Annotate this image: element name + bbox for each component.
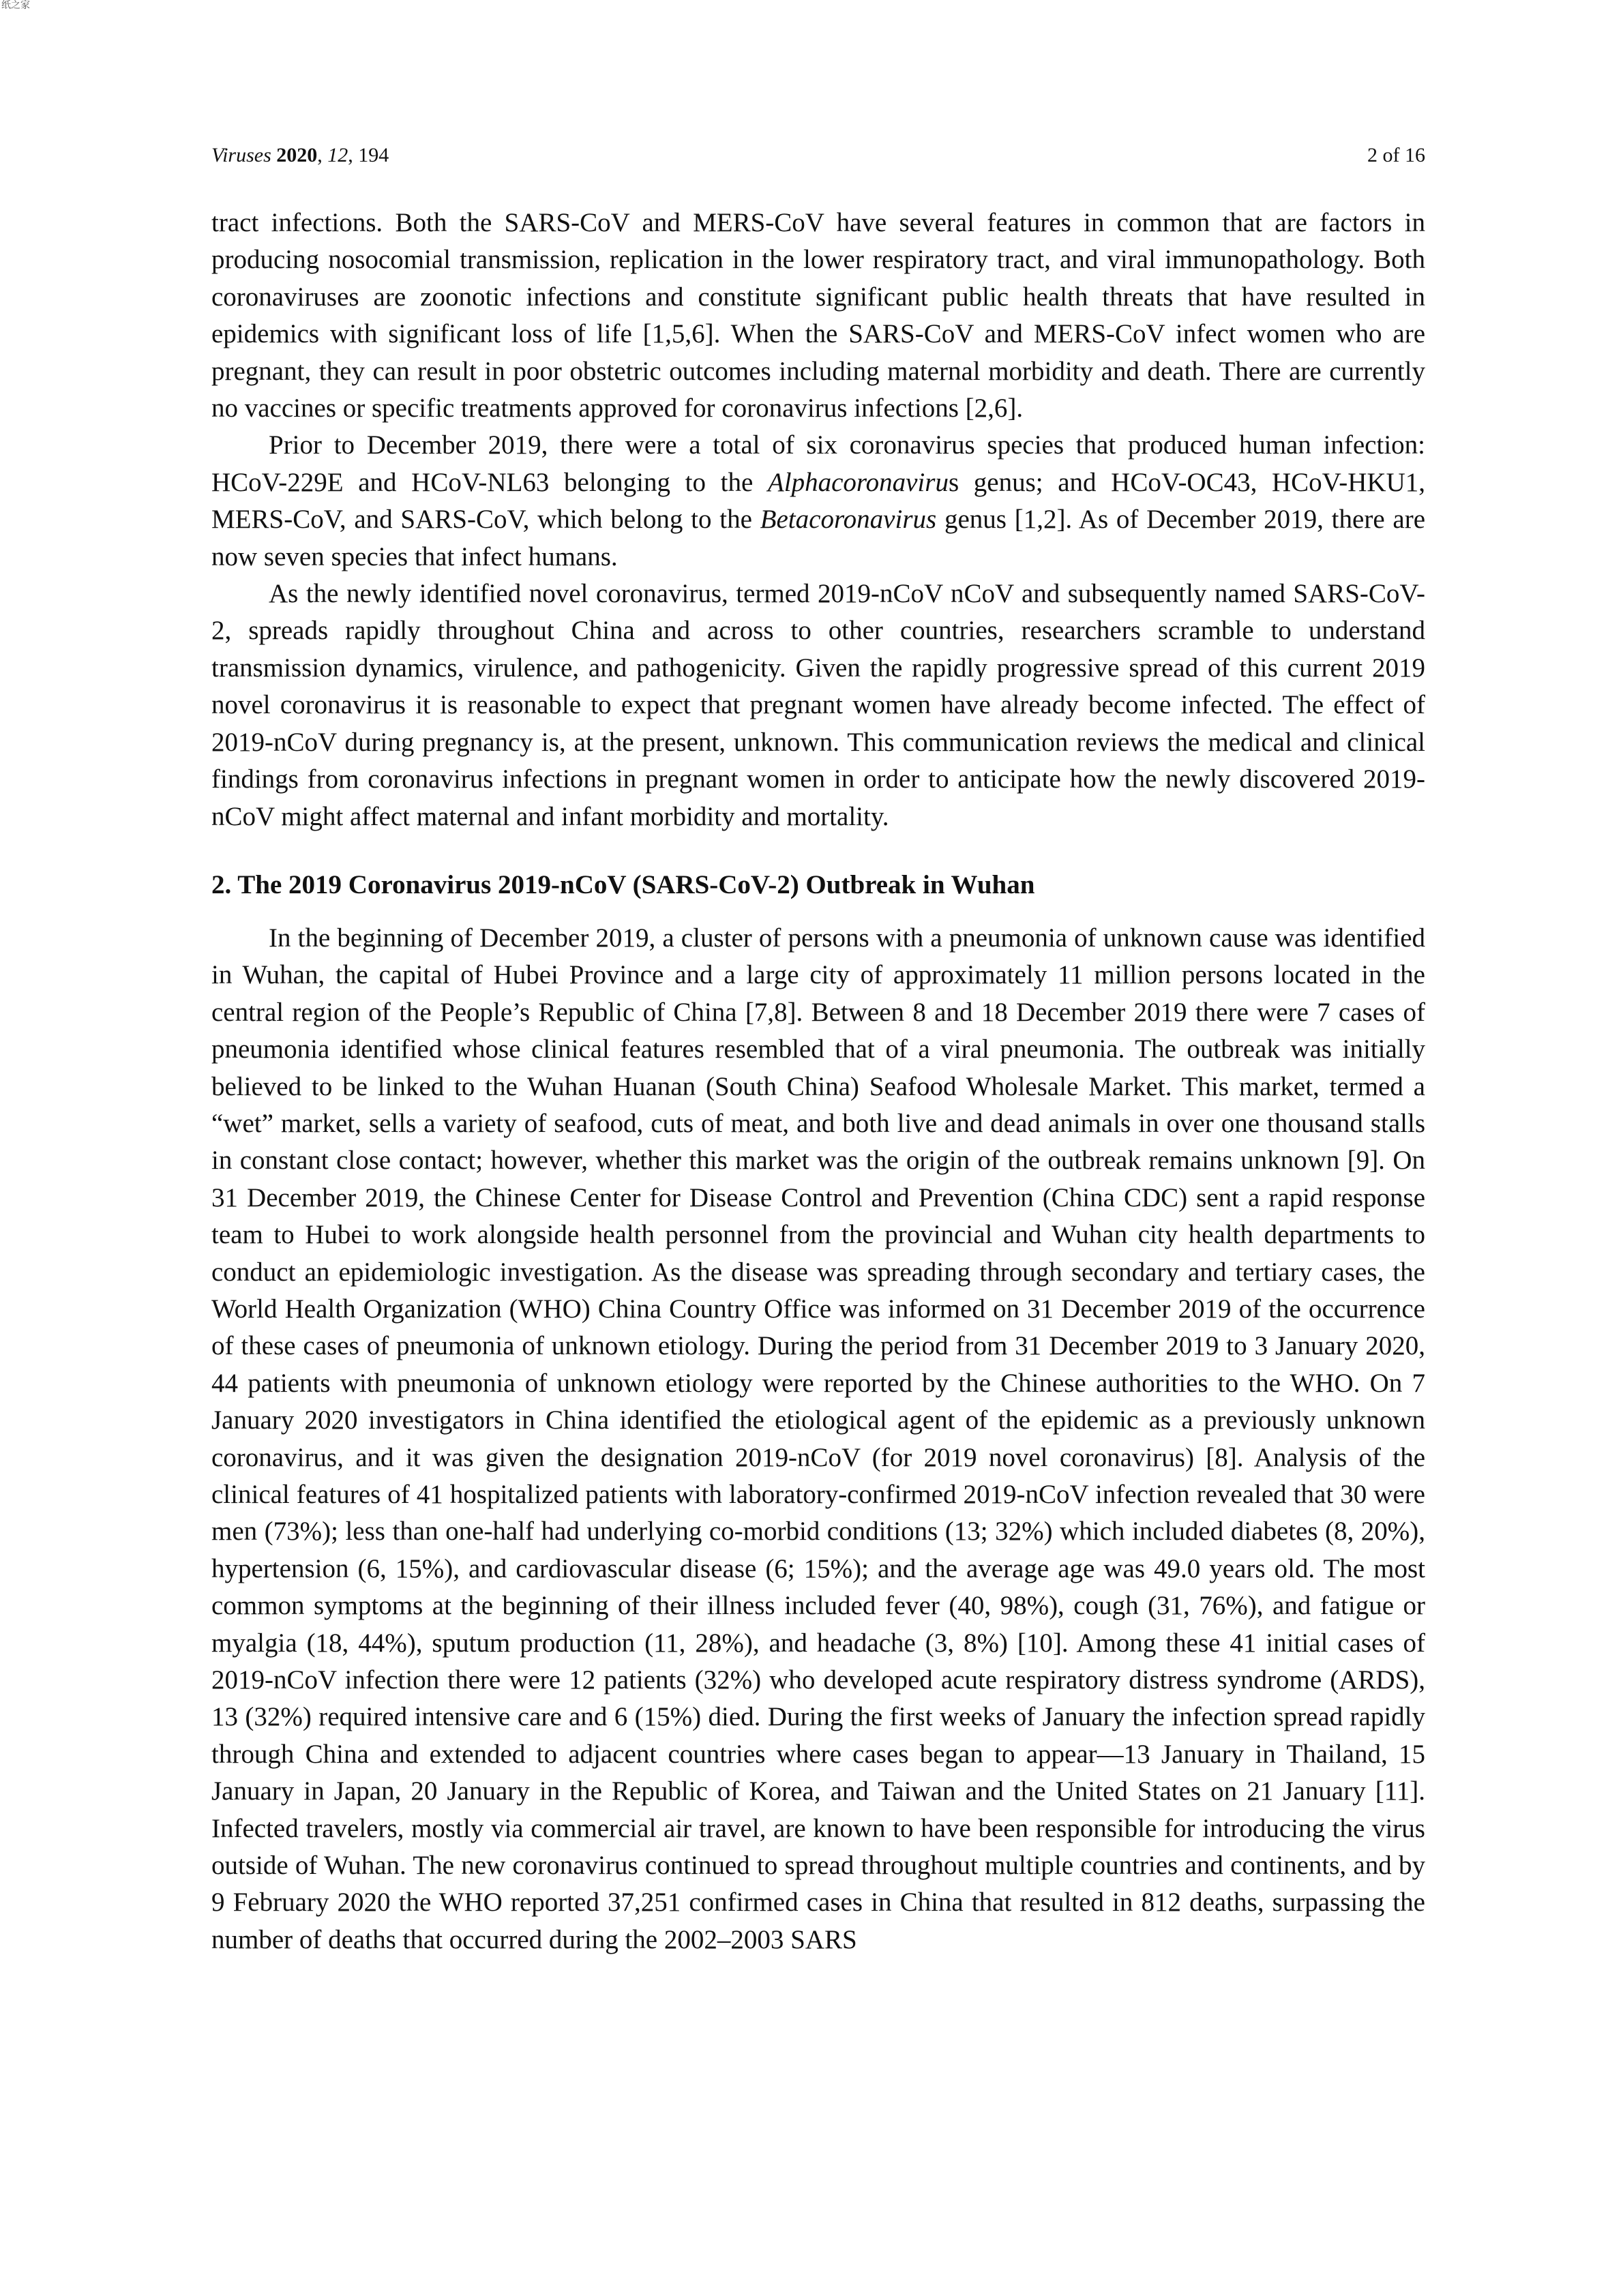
paragraph-1: tract infections. Both the SARS-CoV and MERS-CoV have several features in common that are factors in producing nosocomial transmission, replication in the lower respiratory tract, and viral immunopathology. Both coronaviruses are zoonotic infections and constitute significant public health threats that have resulted in epidemics with significant loss of life [1,5,6]. When the SARS-CoV and MERS-CoV infect women who are pregnant, they can result in poor obstetric outcomes including maternal morbidity and death. There are currently no vaccines or specific treatments approved for coronavirus infections [2,6]. [211,208,1425,423]
paragraph-3: As the newly identified novel coronavirus, termed 2019-nCoV nCoV and subsequently named SARS-CoV-2, spreads rapidly throughout China and across to other countries, researchers scramble to understand transmission dynamics, virulence, and pathogenicity. Given the rapidly progressive spread of this current 2019 novel coronavirus it is reasonable to expect that pregnant women have already become infected. The effect of 2019-nCoV during pregnancy is, at the present, unknown. This communication reviews the medical and clinical findings from coronavirus infections in pregnant women in order to anticipate how the newly discovered 2019-nCoV might affect maternal and infant morbidity and mortality. [211,579,1425,831]
journal-citation: Viruses 2020, 12, 194 [211,144,389,166]
watermark: 纸之家 [1,0,30,11]
paragraph-2-part-a: Prior to December 2019, there were a total of six coronavirus species that produced human infection: HCoV-229E and HCoV-NL63 belonging to the [211,430,1425,497]
journal-year: 2020 [276,144,318,166]
paragraph-2-part-b: s genus; and HCoV-OC43, HCoV-HKU1, MERS-CoV, and SARS-CoV, which belong to the [211,467,1425,535]
paragraph-2 [211,427,1425,576]
article-body [211,205,1425,1958]
page-number: 2 of 16 [1367,144,1425,166]
journal-name: Viruses [211,144,271,166]
journal-volume: 12 [327,144,348,166]
genus-alphacoronavirus: Alphacoronaviru [767,467,949,497]
paragraph-2-part-c: genus [1,2]. As of December 2019, there are now seven species that infect humans. [211,505,1426,571]
paragraph-4: In the beginning of December 2019, a cluster of persons with a pneumonia of unknown cause was identified in Wuhan, the capital of Hubei Province and a large city of approximately 11 million persons located in the central region of the People’s Republic of China [7,8]. Between 8 and 18 December 2019 there were 7 cases of pneumonia identified whose clinical features resembled that of a viral pneumonia. The outbreak was initially believed to be linked to the Wuhan Huanan (South China) Seafood Wholesale Market. This market, termed a “wet” market, sells a variety of seafood, cuts of meat, and both live and dead animals in over one thousand stalls in constant close contact; however, whether this market was the origin of the outbreak remains unknown [9]. On 31 December 2019, the Chinese Center for Disease Control and Prevention (China CDC) sent a rapid response team to Hubei to work alongside health personnel from the provincial and Wuhan city health departments to conduct an epidemiologic investigation. As the disease was spreading through secondary and tertiary cases, the World Health Organization (WHO) China Country Office was informed on 31 December 2019 of the occurrence of these cases of pneumonia of unknown etiology. During the period from 31 December 2019 to 3 January 2020, 44 patients with pneumonia of unknown etiology were reported by the Chinese authorities to the WHO. On 7 January 2020 investigators in China identified the etiological agent of the epidemic as a previously unknown coronavirus, and it was given the designation 2019-nCoV (for 2019 novel coronavirus) [8]. Analysis of the clinical features of 41 hospitalized patients with laboratory-confirmed 2019-nCoV infection revealed that 30 were men (73%); less than one-half had underlying co-morbid conditions (13; 32%) which included diabetes (8, 20%), hypertension (6, 15%), and cardiovascular disease (6; 15%); and the average age was 49.0 years old. The most common symptoms at the beginning of their illness included fever (40, 98%), cough (31, 76%), and fatigue or myalgia (18, 44%), sputum production (11, 28%), and headache (3, 8%) [10]. Among these 41 initial cases of 2019-nCoV infection there were 12 patients (32%) who developed acute respiratory distress syndrome (ARDS), 13 (32%) required intensive care and 6 (15%) died. During the first weeks of January the infection spread rapidly through China and extended to adjacent countries where cases began to appear—13 January in Thailand, 15 January in Japan, 20 January in the Republic of Korea, and Taiwan and the United States on 21 January [11]. Infected travelers, mostly via commercial air travel, are known to have been responsible for introducing the virus outside of Wuhan. The new coronavirus continued to spread throughout multiple countries and continents, and by 9 February 2020 the WHO reported 37,251 confirmed cases in China that resulted in 812 deaths, surpassing the number of deaths that occurred during the 2002–2003 SARS [211,923,1425,1954]
article-number: 194 [358,144,389,166]
genus-betacoronavirus: Betacoronavirus [760,505,937,535]
running-header [211,140,1425,170]
section-heading: 2. The 2019 Coronavirus 2019-nCoV (SARS-CoV-2) Outbreak in Wuhan [211,869,1035,899]
